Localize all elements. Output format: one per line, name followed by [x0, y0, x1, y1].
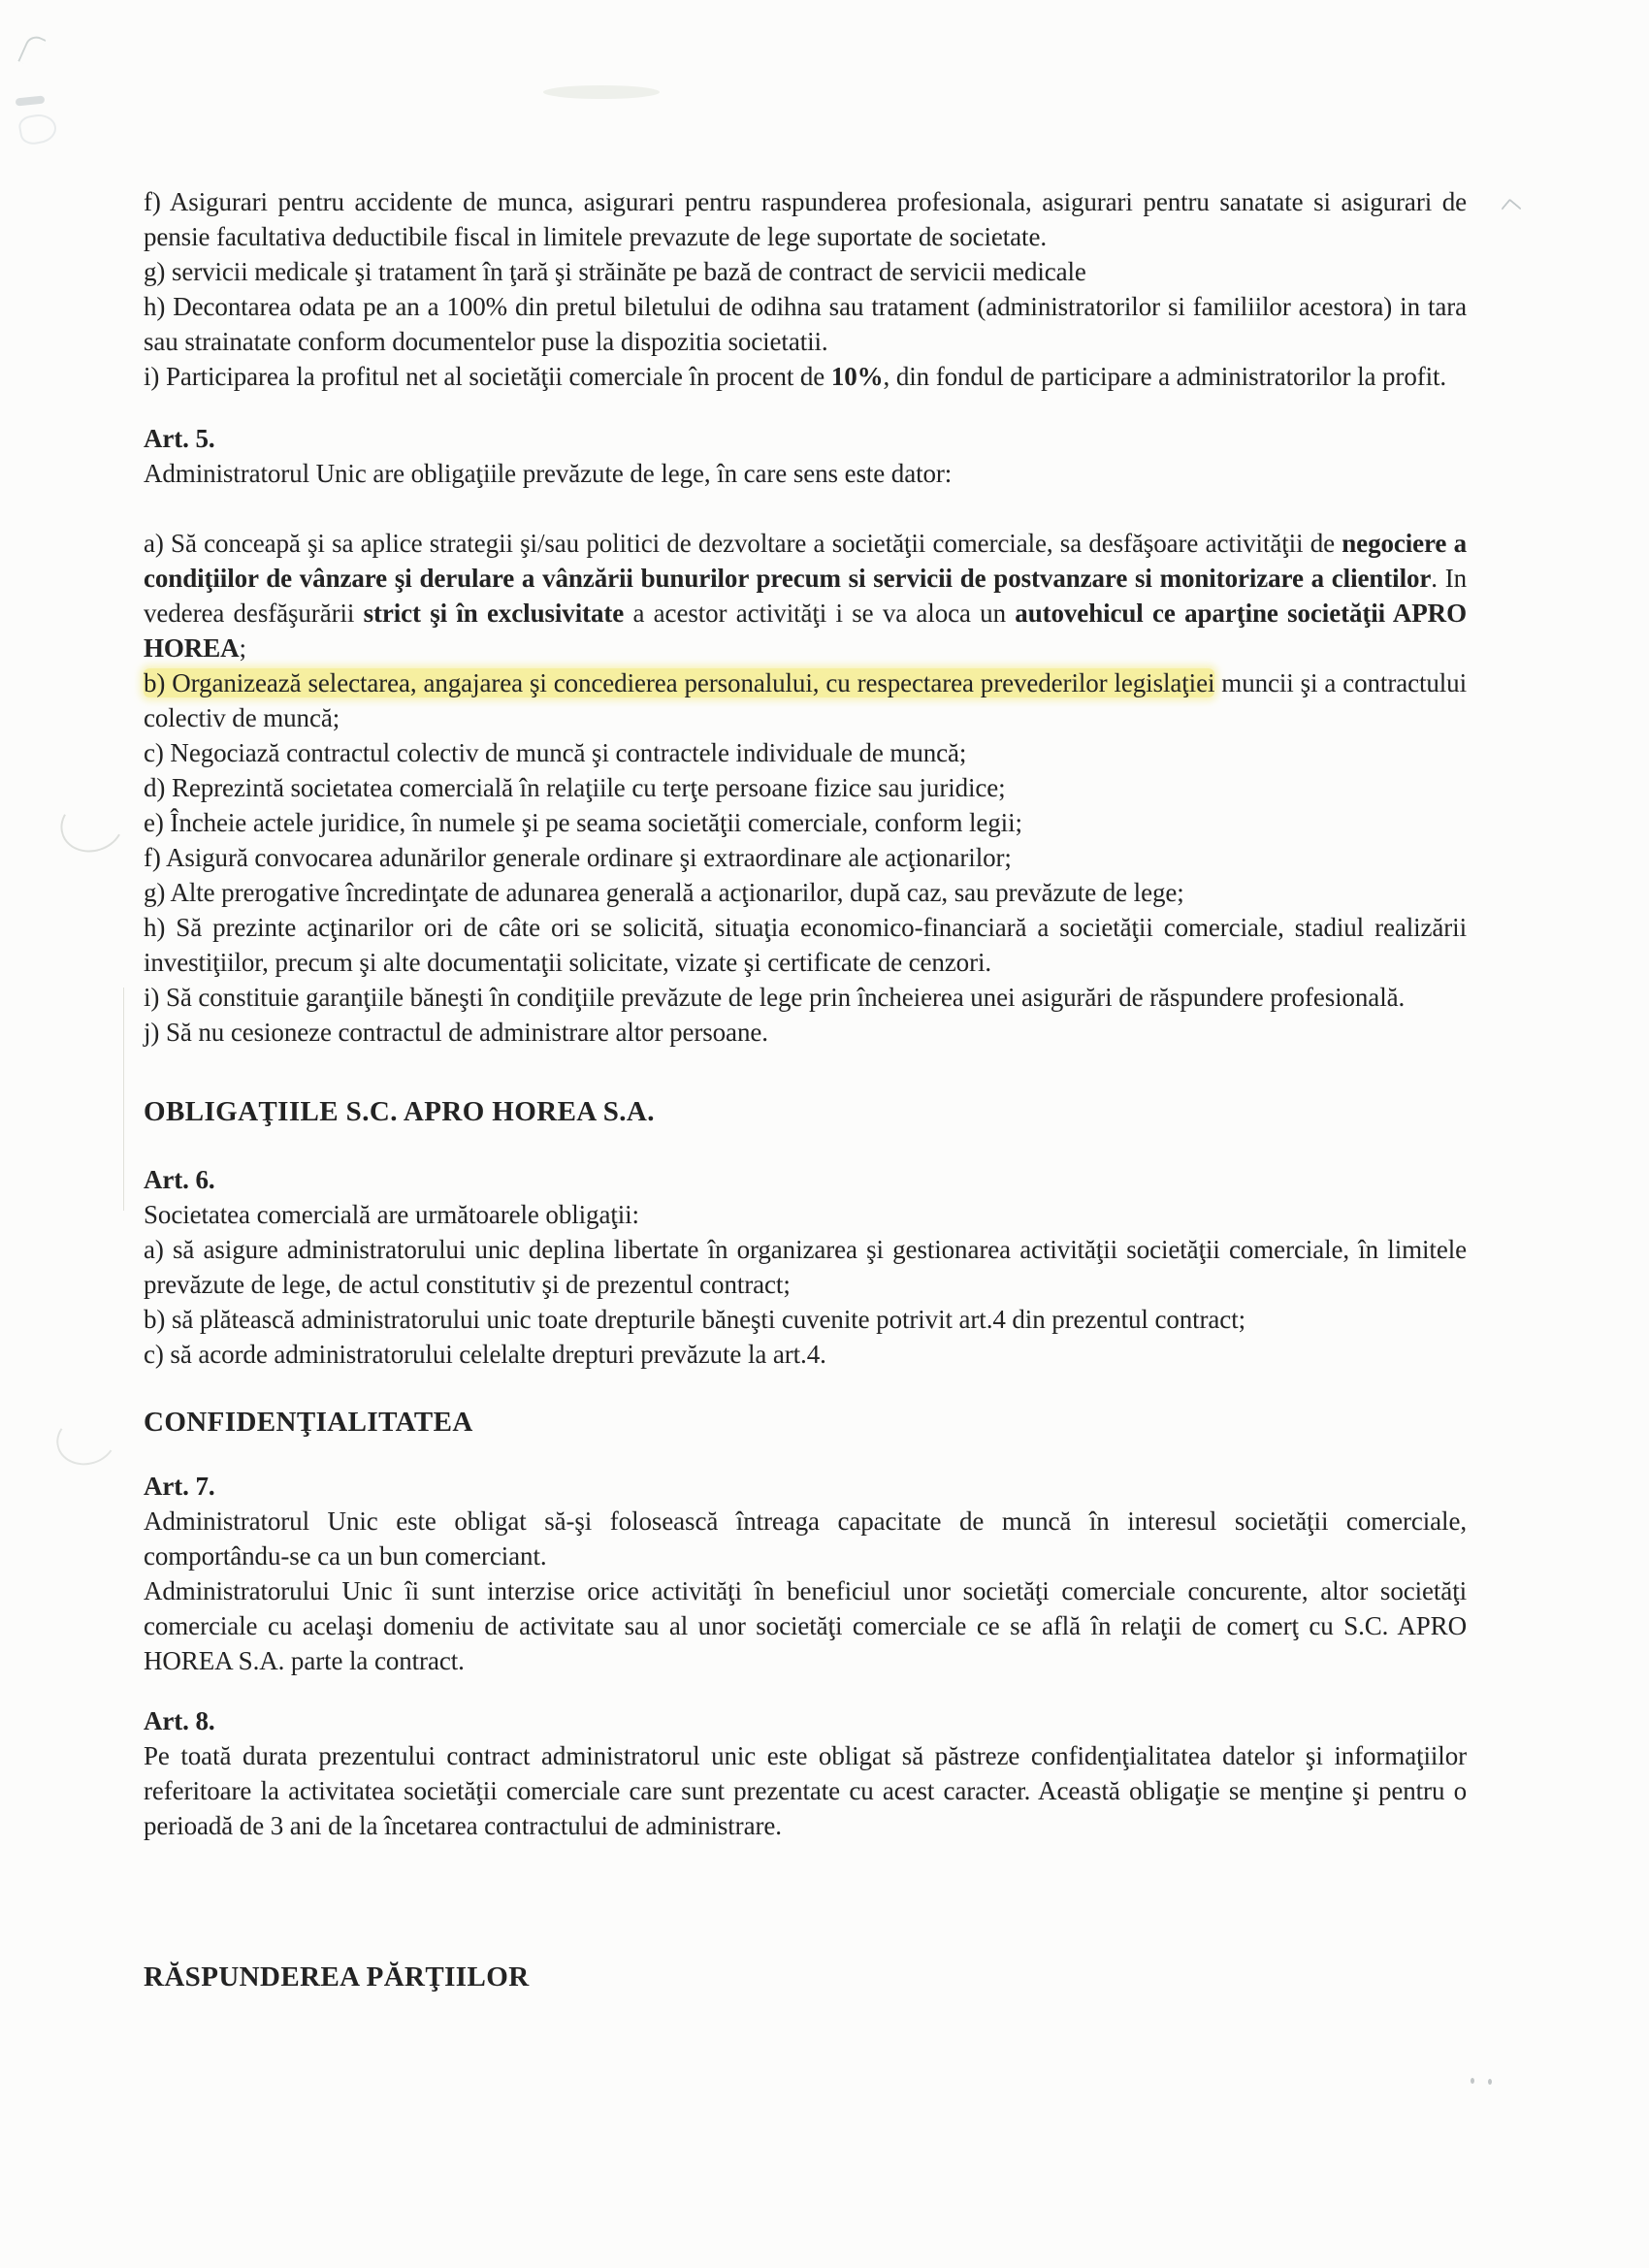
scan-smudge-top-center	[543, 85, 660, 99]
item-h	[144, 289, 1467, 359]
vertical-gap	[144, 1678, 1467, 1703]
faint-stamp-left-margin	[17, 112, 59, 146]
article-6-label: Art. 6.	[144, 1165, 215, 1194]
item-a-text-3: strict şi în exclusivitate	[363, 599, 625, 628]
item-e-text-0: e) Încheie actele juridice, în numele şi pe seama societăţii comerciale, conform legii;	[144, 808, 1022, 837]
item-g	[144, 254, 1467, 289]
item-a-text-6: ;	[239, 633, 246, 663]
item-i-text-0: i) Participarea la profitul net al societăţii comerciale în procent de	[144, 362, 831, 391]
article-7-para-2-text-0: Administratorului Unic îi sunt interzise orice activităţi în beneficiul unor societăţi comerciale concurente, altor societăţi comerciale cu acelaşi domeniu de activitate sau al unor societăţi comerciale ce se află în relaţii de comerţ cu S.C. APRO HOREA S.A. parte la contract.	[144, 1576, 1467, 1675]
item-h2-text-0: h) Să prezinte acţinarilor ori de câte ori se solicită, situaţia economico-financiară a societăţii comerciale, stadiul realizării investiţiilor, precum şi alte documentaţii solicitate, vizate şi certificate de cenzori.	[144, 913, 1467, 977]
item-h-text-0: h) Decontarea odata pe an a 100% din pretul biletului de odihna sau tratament (administratorilor si familiilor acestora) in tara sau strainatate conform documentelor puse la dispozitia societatii.	[144, 292, 1467, 356]
pen-mark-top-left	[17, 33, 46, 69]
vertical-gap	[144, 394, 1467, 421]
article-7-label: Art. 7.	[144, 1472, 215, 1501]
item-b6-text-0: b) să plătească administratorului unic toate drepturile băneşti cuvenite potrivit art.4 din prezentul contract;	[144, 1305, 1245, 1334]
item-i-text-1: 10%	[830, 362, 884, 391]
vertical-gap	[144, 1133, 1467, 1162]
article-7-para-1-text-0: Administratorul Unic este obligat să-şi folosească întreaga capacitate de muncă în interesul societăţii comerciale, comportându-se ca un bun comerciant.	[144, 1507, 1467, 1571]
item-c-text-0: c) Negociază contractul colectiv de muncă şi contractele individuale de muncă;	[144, 738, 967, 767]
item-j	[144, 1015, 1467, 1050]
item-f	[144, 184, 1467, 254]
item-a6	[144, 1232, 1467, 1302]
item-d	[144, 770, 1467, 805]
item-a-text-2: . In vederea desfăşurării	[144, 564, 1468, 628]
item-f2-text-0: f) Asigură convocarea adunărilor generale ordinare şi extraordinare ale acţionarilor;	[144, 843, 1012, 872]
item-a-text-4: a acestor activităţi i se va aloca un	[624, 599, 1016, 628]
item-e	[144, 805, 1467, 840]
item-b6	[144, 1302, 1467, 1337]
smudge-left-margin	[16, 95, 46, 106]
item-g-text-0: g) servicii medicale şi tratament în ţară şi străinăte pe bază de contract de servicii medicale	[144, 257, 1086, 286]
heading-confidentiality: CONFIDENŢIALITATEA	[144, 1407, 473, 1438]
item-i-text-2: , din fondul de participare a administratorilor la profit.	[883, 362, 1447, 391]
item-a-text-0: a) Să conceapă şi sa aplice strategii şi/sau politici de dezvoltare a societăţii comerciale, sa desfăşoare activităţii de	[144, 529, 1342, 558]
article-6-intro-text-0: Societatea comercială are următoarele obligaţii:	[144, 1200, 639, 1229]
heading-obligations: OBLIGAŢIILE S.C. APRO HOREA S.A.	[144, 1096, 655, 1127]
vertical-gap	[144, 1050, 1467, 1090]
article-7-para-2	[144, 1573, 1467, 1678]
vertical-gap	[144, 1443, 1467, 1469]
document-body	[144, 184, 1467, 1998]
item-d-text-0: d) Reprezintă societatea comercială în relaţiile cu terţe persoane fizice sau juridice;	[144, 773, 1006, 802]
item-g2-text-0: g) Alte prerogative încredinţate de adunarea generală a acţionarilor, după caz, sau prevăzute de lege;	[144, 878, 1184, 907]
item-a-text-5: autovehicul ce aparţine societăţii APRO HOREA	[144, 599, 1467, 663]
article-8-para	[144, 1738, 1467, 1843]
article-5-label: Art. 5.	[144, 424, 215, 453]
article-5-intro	[144, 456, 1467, 491]
item-i2	[144, 980, 1467, 1015]
item-f2	[144, 840, 1467, 875]
article-6-intro	[144, 1197, 1467, 1232]
item-b-text-0: b) Organizează selectarea, angajarea şi concedierea personalului, cu respectarea prevederilor legislaţiei	[144, 668, 1215, 697]
item-h2	[144, 910, 1467, 980]
article-5-intro-text-0: Administratorul Unic are obligaţiile prevăzute de lege, în care sens este dator:	[144, 459, 953, 488]
article-7-para-1	[144, 1504, 1467, 1573]
item-g2	[144, 875, 1467, 910]
speck-top-right	[1501, 198, 1521, 218]
vertical-gap	[144, 491, 1467, 526]
item-c6-text-0: c) să acorde administratorului celelalte drepturi prevăzute la art.4.	[144, 1340, 826, 1369]
item-f-text-0: f) Asigurari pentru accidente de munca, asigurari pentru raspunderea profesionala, asigurari pentru sanatate si asigurari de pensie facultativa deductibile fiscal in limitele prevazute de lege suportate de societate.	[144, 187, 1467, 251]
pen-arc-left-margin-2	[51, 1408, 122, 1471]
pen-arc-left-margin-1	[53, 789, 131, 860]
specks-bottom-right	[1471, 2078, 1496, 2086]
item-i2-text-0: i) Să constituie garanţiile băneşti în condiţiile prevăzute de lege prin încheierea unei asigurări de răspundere profesională.	[144, 983, 1406, 1012]
item-b-text-1: muncii şi a contractului colectiv de muncă;	[144, 668, 1467, 732]
item-a6-text-0: a) să asigure administratorului unic deplina libertate în organizarea şi gestionarea activităţii societăţii comerciale, în limitele prevăzute de lege, de actul constitutiv şi de prezentul contract;	[144, 1235, 1467, 1299]
item-j-text-0: j) Să nu cesioneze contractul de administrare altor persoane.	[144, 1018, 768, 1047]
article-8-para-text-0: Pe toată durata prezentului contract administratorul unic este obligat să păstreze confidenţialitatea datelor şi informaţiilor referitoare la activitatea societăţii comerciale care sunt prezentate cu acest caracter. Această obligaţie se menţine şi pentru o perioadă de 3 ani de la încetarea contractului de administrare.	[144, 1741, 1467, 1840]
item-c	[144, 735, 1467, 770]
fold-line-left-margin	[123, 988, 124, 1211]
vertical-gap	[144, 1843, 1467, 1956]
item-a-text-1: negociere a condiţiilor de vânzare şi derulare a vânzării bunurilor precum si servicii de postvanzare si monitorizare a clientilor	[144, 529, 1467, 593]
item-c6	[144, 1337, 1467, 1372]
item-a	[144, 526, 1467, 665]
heading-liability: RĂSPUNDEREA PĂRŢIILOR	[144, 1961, 530, 1993]
vertical-gap	[144, 1372, 1467, 1401]
article-8-label: Art. 8.	[144, 1706, 215, 1735]
item-b	[144, 665, 1467, 735]
item-i	[144, 359, 1467, 394]
